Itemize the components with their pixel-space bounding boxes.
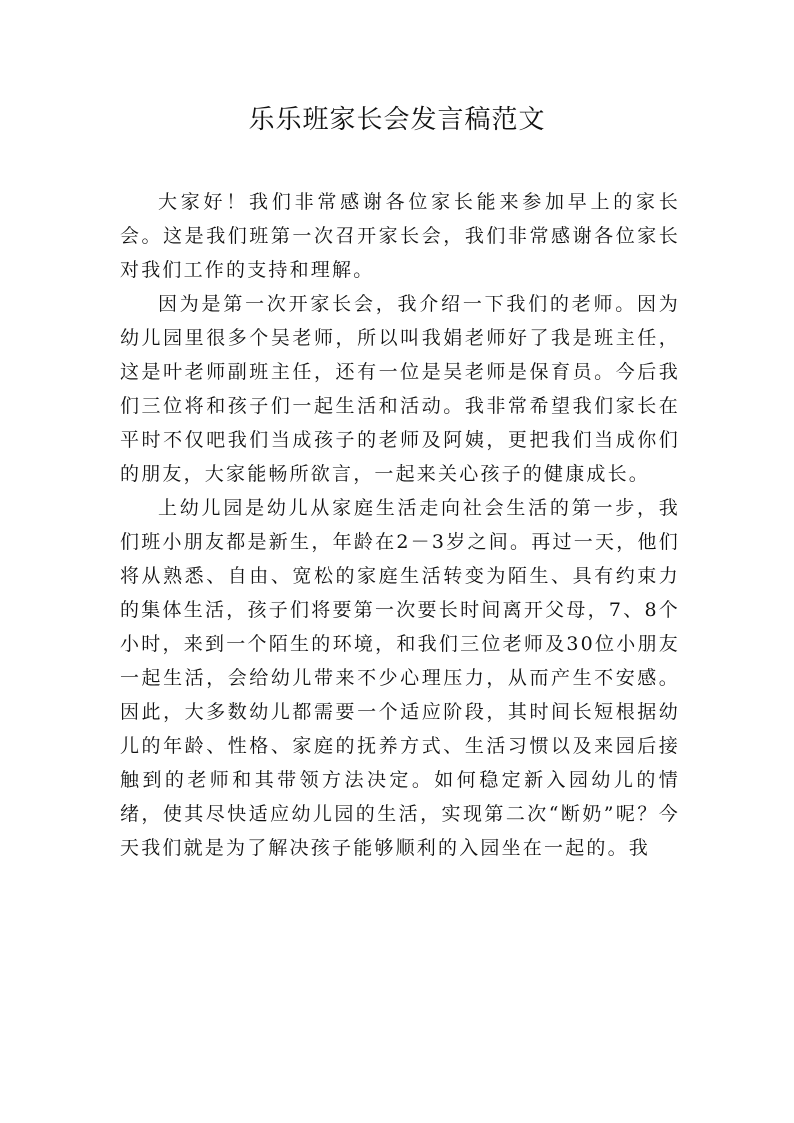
paragraph-teacher-introduction: 因为是第一次开家长会，我介绍一下我们的老师。因为幼儿园里很多个吴老师，所以叫我娟老师好了我是班主任，这是叶老师副班主任，还有一位是吴老师是保育员。今后我们三位将和孩子们一起生活和活动。我非常希望我们家长在平时不仅吧我们当成孩子的老师及阿姨，更把我们当成你们的朋友，大家能畅所欲言，一起来关心孩子的健康成长。 [120,293,680,485]
document-title: 乐乐班家长会发言稿范文 [248,105,546,135]
document-body [120,185,680,865]
paragraph-kindergarten-adaptation: 上幼儿园是幼儿从家庭生活走向社会生活的第一步，我们班小朋友都是新生，年龄在2－3岁之间。再过一天，他们将从熟悉、自由、宽松的家庭生活转变为陌生、具有约束力的集体生活，孩子们将要第一次要长时间离开父母，7、8个小时，来到一个陌生的环境，和我们三位老师及30位小朋友一起生活，会给幼儿带来不少心理压力，从而产生不安感。因此，大多数幼儿都需要一个适应阶段，其时间长短根据幼儿的年龄、性格、家庭的抚养方式、生活习惯以及来园后接触到的老师和其带领方法决定。如何稳定新入园幼儿的情绪，使其尽快适应幼儿园的生活，实现第二次“断奶”呢？今天我们就是为了解决孩子能够顺利的入园坐在一起的。我 [120,497,680,859]
paragraph-greeting: 大家好！我们非常感谢各位家长能来参加早上的家长会。这是我们班第一次召开家长会，我们非常感谢各位家长对我们工作的支持和理解。 [120,191,680,281]
